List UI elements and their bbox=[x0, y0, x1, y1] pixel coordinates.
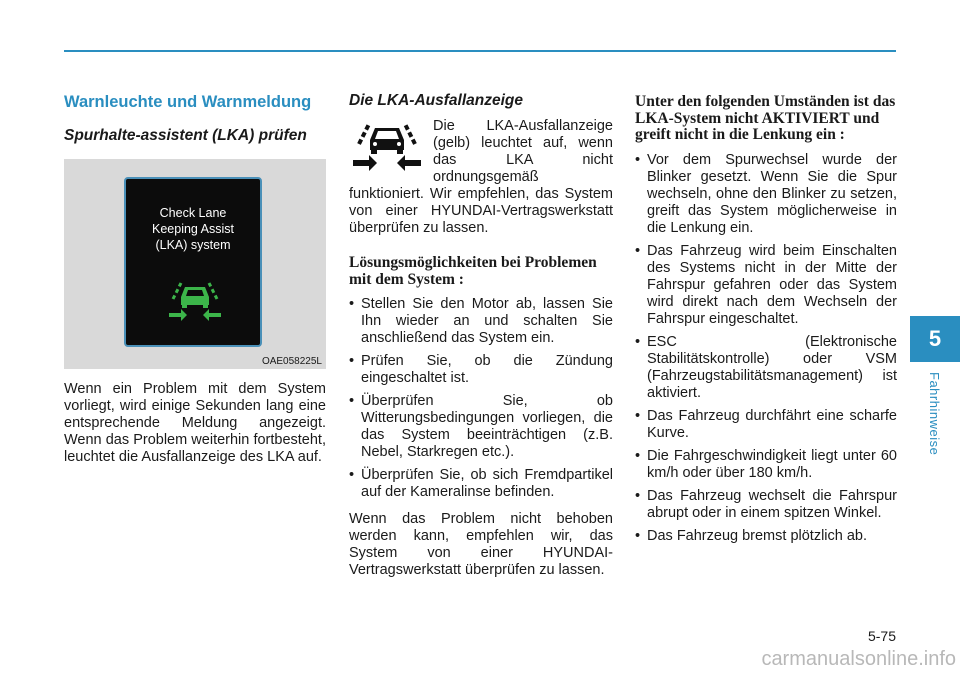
display-line: Keeping Assist bbox=[152, 222, 234, 236]
solutions-list bbox=[349, 296, 613, 501]
figure-code: OAE058225L bbox=[261, 356, 322, 367]
conditions-heading: Unter den folgenden Umständen ist das LKA-System nicht AKTIVIERT und greift nicht in die Lenkung ein : bbox=[635, 93, 896, 143]
display-line: Check Lane bbox=[159, 206, 227, 220]
header-rule bbox=[64, 50, 896, 52]
watermark: carmanualsonline.info bbox=[761, 648, 956, 670]
warning-paragraph: Wenn ein Problem mit dem System vorliegt, wird einige Sekunden lang eine entsprechende Meldung angezeigt. Wenn das Problem weiterhin fortbesteht, leuchtet die Ausfallanzeige des LKA auf. bbox=[64, 381, 326, 465]
column-middle bbox=[349, 88, 613, 579]
list-item: • Überprüfen Sie, ob sich Fremdpartikel auf der Kameralinse befinden. bbox=[349, 467, 613, 501]
column-right bbox=[635, 88, 897, 551]
list-item: • ESC (Elektronische Stabilitätskontrolle) oder VSM (Fahrzeugstabilitätsmanagement) ist aktiviert. bbox=[635, 334, 897, 402]
section-heading-malfunction: Die LKA-Ausfallanzeige bbox=[349, 92, 523, 109]
list-item: • Das Fahrzeug bremst plötzlich ab. bbox=[635, 528, 897, 545]
conditions-list bbox=[635, 152, 897, 545]
chapter-tab[interactable]: 5 bbox=[910, 316, 960, 362]
list-item: • Vor dem Spurwechsel wurde der Blinker gesetzt. Wenn Sie die Spur wechseln, ohne den Blinker zu setzen, greift das System möglicherweise in die Lenkung ein. bbox=[635, 152, 897, 237]
cluster-display-figure bbox=[64, 159, 326, 369]
list-item: • Das Fahrzeug durchfährt eine scharfe Kurve. bbox=[635, 408, 897, 442]
lka-malfunction-icon bbox=[349, 120, 425, 172]
list-item: • Das Fahrzeug wird beim Einschalten des Systems nicht in der Mitte der Fahrspur gefahren oder das System wird direkt nach dem Wechseln der Fahrspur eingeschaltet. bbox=[635, 243, 897, 328]
column-left bbox=[64, 88, 326, 466]
cluster-display bbox=[124, 177, 262, 347]
closing-paragraph: Wenn das Problem nicht behoben werden kann, empfehlen wir, das System von einer HYUNDAI-Vertragswerkstatt überprüfen zu lassen. bbox=[349, 511, 613, 578]
section-heading-warning: Warnleuchte und Warnmeldung bbox=[64, 93, 312, 111]
list-item: • Prüfen Sie, ob die Zündung eingeschaltet ist. bbox=[349, 353, 613, 387]
list-item: • Das Fahrzeug wechselt die Fahrspur abrupt oder in einem spitzen Winkel. bbox=[635, 488, 897, 522]
page-number: 5-75 bbox=[867, 628, 896, 644]
lka-green-icon bbox=[167, 281, 223, 321]
chapter-label: Fahrhinweise bbox=[927, 372, 942, 456]
list-item: • Stellen Sie den Motor ab, lassen Sie Ihn wieder an und schalten Sie anschließend das System ein. bbox=[349, 296, 613, 347]
list-item: • Überprüfen Sie, ob Witterungsbedingungen vorliegen, die das System beeinträchtigen (z.B. Nebel, Starkregen etc.). bbox=[349, 393, 613, 461]
list-item: • Die Fahrgeschwindigkeit liegt unter 60 km/h oder über 180 km/h. bbox=[635, 448, 897, 482]
malfunction-intro: Die LKA-Ausfallanzeige (gelb) leuchtet auf, wenn das LKA nicht ordnungsgemäß funktioniert. Wir empfehlen, das System von einer HYUNDAI-Vertragswerkstatt überprüfen zu lassen. bbox=[349, 118, 613, 236]
solutions-heading: Lösungsmöglichkeiten bei Problemen mit dem System : bbox=[349, 254, 597, 288]
display-message bbox=[126, 205, 260, 253]
subheading-lka-check: Spurhalte-assistent (LKA) prüfen bbox=[64, 127, 307, 144]
malfunction-intro-block bbox=[349, 118, 613, 237]
display-line: (LKA) system bbox=[155, 238, 231, 252]
